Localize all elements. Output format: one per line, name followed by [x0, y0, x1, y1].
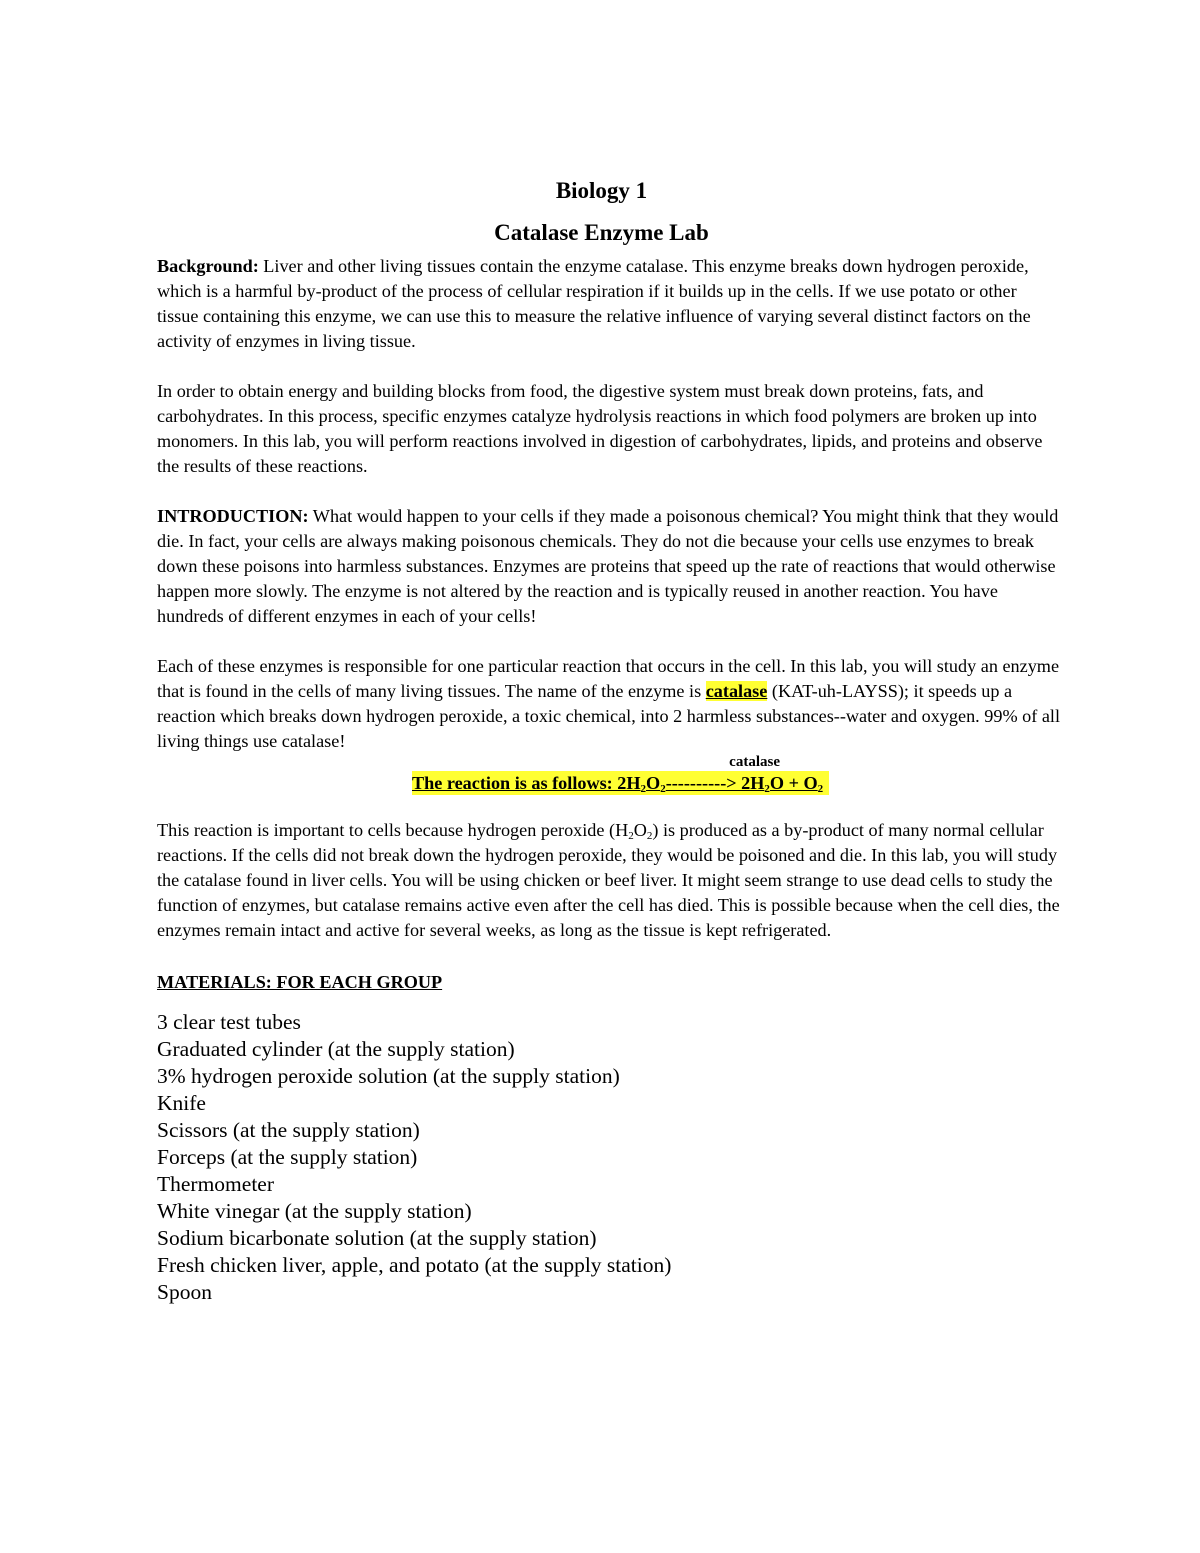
importance-sub-2: 2 [646, 830, 653, 842]
list-item: 3 clear test tubes [157, 1010, 301, 1034]
importance-mid: O [633, 820, 647, 840]
reaction-sub-1: 2 [640, 783, 647, 795]
importance-paragraph [157, 818, 1062, 943]
list-item: 3% hydrogen peroxide solution (at the supply station) [157, 1064, 620, 1088]
reaction-mid-2: O + O [769, 773, 818, 793]
list-item: Graduated cylinder (at the supply station) [157, 1037, 515, 1061]
reaction-catalyst-label: catalase [729, 754, 780, 770]
list-item: White vinegar (at the supply station) [157, 1199, 472, 1223]
background-text: Liver and other living tissues contain the enzyme catalase. This enzyme breaks down hydrogen peroxide, which is a harmful by-product of the process of cellular respiration if it builds up in the cells. If we use potato or other tissue containing this enzyme, we can use this to measure the relative influence of varying several distinct factors on the activity of enzymes in living tissue. [157, 256, 1031, 351]
introduction-paragraph [157, 504, 1062, 629]
reaction-lead: The reaction is as follows: 2H [412, 773, 641, 793]
introduction-label: INTRODUCTION: [157, 506, 309, 526]
importance-sub-1: 2 [628, 830, 634, 842]
background-paragraph [157, 254, 1062, 354]
reaction-mid-1: O [646, 773, 661, 793]
materials-heading: MATERIALS: FOR EACH GROUP [157, 972, 443, 992]
reaction-arrow: ----------> 2H [665, 773, 765, 793]
enzymes-text-part2: (KAT-uh-LAYSS); it speeds up a reaction which breaks down hydrogen peroxide, a toxic chemical, into 2 harmless substances--water and oxygen. 99% of all living things use catalase! [157, 681, 1061, 751]
digestion-text: In order to obtain energy and building blocks from food, the digestive system must break down proteins, fats, and carbohydrates. In this process, specific enzymes catalyze hydrolysis reactions in which food polymers are broken up into monomers. In this lab, you will perform reactions involved in digestion of carbohydrates, lipids, and proteins and observe the results of these reactions. [157, 381, 1043, 476]
list-item: Scissors (at the supply station) [157, 1118, 420, 1142]
importance-text-part2: ) is produced as a by-product of many normal cellular reactions. If the cells did not break down the hydrogen peroxide, they would be poisoned and die. In this lab, you will study the catalase found in liver cells. You will be using chicken or beef liver. It might seem strange to use dead cells to study the function of enzymes, but catalase remains active even after the cell has died. This is possible because when the cell dies, the enzymes remain intact and active for several weeks, as long as the tissue is kept refrigerated. [157, 820, 1060, 940]
introduction-text: What would happen to your cells if they made a poisonous chemical? You might think that they would die. In fact, your cells are always making poisonous chemicals. They do not die because your cells use enzymes to break down these poisons into harmless substances. Enzymes are proteins that speed up the rate of reactions that would otherwise happen more slowly. The enzyme is not altered by the reaction and is typically reused in another reaction. You have hundreds of different enzymes in each of your cells! [157, 506, 1059, 626]
reaction-sub-3: 2 [764, 783, 770, 795]
list-item: Thermometer [157, 1172, 275, 1196]
background-label: Background: [157, 256, 259, 276]
list-item: Forceps (at the supply station) [157, 1145, 418, 1169]
list-item: Fresh chicken liver, apple, and potato (at the supply station) [157, 1253, 672, 1277]
list-item: Spoon [157, 1280, 212, 1304]
importance-text-part1: This reaction is important to cells because hydrogen peroxide (H [157, 820, 629, 840]
digestion-paragraph [157, 379, 1062, 479]
materials-list [157, 1009, 1060, 1306]
document-subtitle: Catalase Enzyme Lab [494, 220, 709, 245]
list-item: Sodium bicarbonate solution (at the supply station) [157, 1226, 597, 1250]
reaction-sub-4: 2 [817, 783, 824, 795]
enzymes-paragraph [157, 654, 1062, 754]
catalase-highlight: catalase [705, 681, 768, 701]
reaction-equation [412, 771, 829, 795]
enzymes-text-part1: Each of these enzymes is responsible for one particular reaction that occurs in the cell. In this lab, you will study an enzyme that is found in the cells of many living tissues. The name of the enzyme is [157, 656, 1060, 701]
document-title: Biology 1 [555, 178, 648, 203]
list-item: Knife [157, 1091, 206, 1115]
reaction-sub-2: 2 [660, 783, 666, 795]
